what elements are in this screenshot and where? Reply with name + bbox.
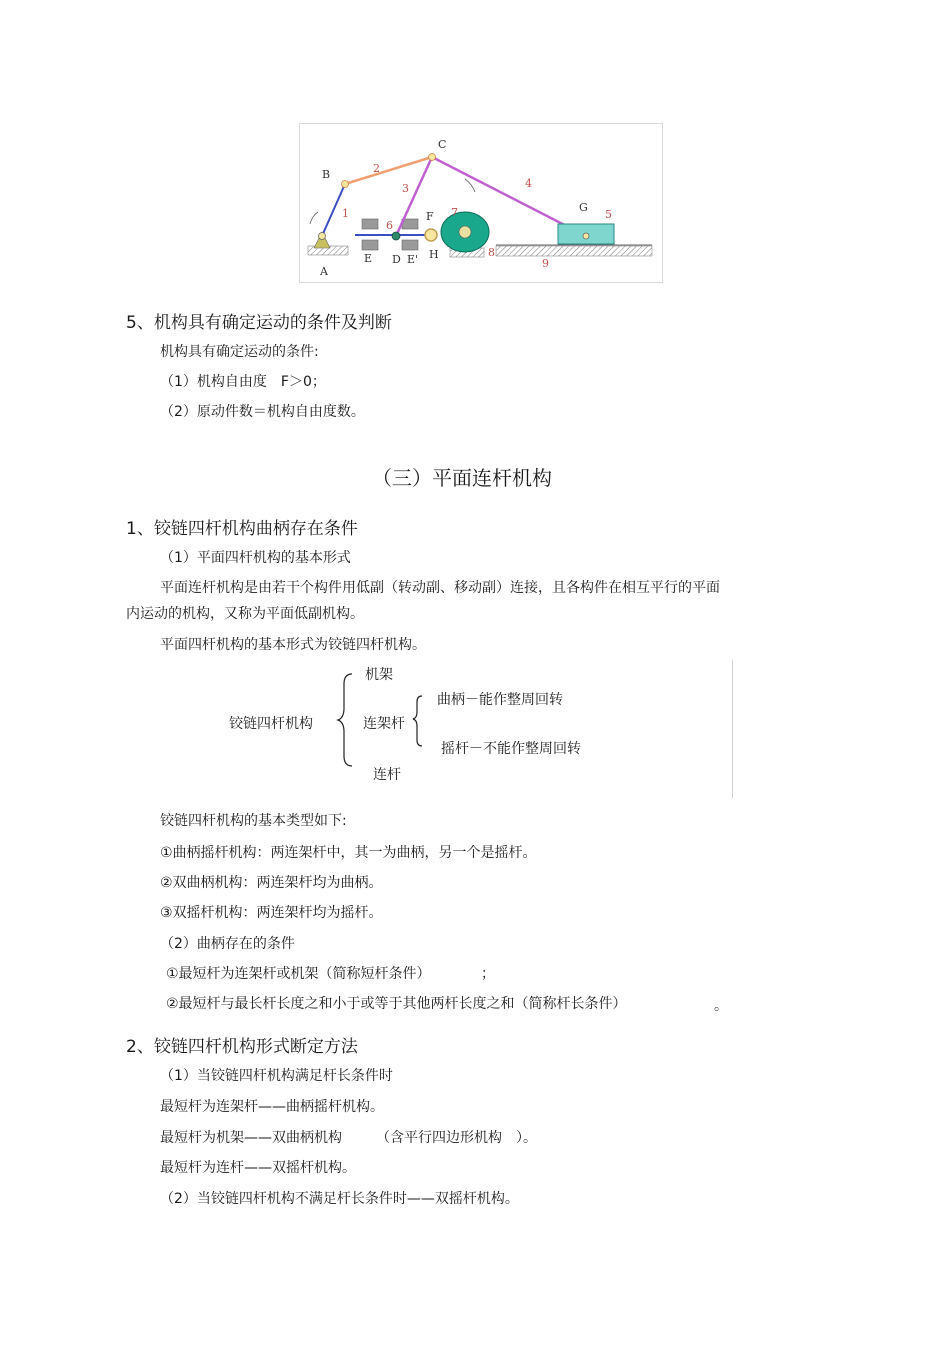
- label-6: 6: [386, 219, 393, 232]
- outer-brace: [338, 674, 352, 766]
- type-3: ③双摇杆机构：两连架杆均为摇杆。: [160, 905, 383, 921]
- label-4: 4: [525, 177, 532, 190]
- paragraph-1-line-2: 内运动的机构，又称为平面低副机构。: [126, 606, 364, 622]
- section-5-condition-1: （1）机构自由度 F＞0；: [160, 374, 326, 390]
- section-1-heading: 1、铰链四杆机构曲柄存在条件: [126, 519, 358, 539]
- rule-2: 最短杆为机架——双曲柄机构: [160, 1130, 342, 1146]
- section-1-sub-2: （2）曲柄存在的条件: [160, 936, 295, 952]
- label-a: A: [320, 265, 328, 278]
- crank-condition-2-end: 。: [714, 998, 728, 1014]
- section-2-sub-2: （2）当铰链四杆机构不满足杆长条件时——双摇杆机构。: [160, 1191, 519, 1207]
- rule-1: 最短杆为连架杆——曲柄摇杆机构。: [160, 1099, 384, 1115]
- label-7: 7: [451, 206, 458, 219]
- tree-root: 铰链四杆机构: [229, 716, 313, 732]
- label-5: 5: [605, 208, 612, 221]
- section-5-condition-2: （2）原动件数＝机构自由度数。: [160, 404, 365, 420]
- label-h: H: [429, 248, 439, 261]
- tree-side-link: 连架杆: [363, 716, 405, 732]
- tree-crank: 曲柄－能作整周回转: [437, 692, 563, 708]
- paragraph-1-line-1: 平面连杆机构是由若干个构件用低副（转动副、移动副）连接，且各构件在相互平行的平面: [160, 580, 720, 596]
- crank-condition-1: ①最短杆为连架杆或机架（简称短杆条件）: [166, 966, 431, 982]
- types-intro: 铰链四杆机构的基本类型如下:: [160, 813, 347, 829]
- crank-condition-1-end: ；: [481, 966, 495, 982]
- joint-b: [342, 181, 349, 188]
- mechanism-diagram: [299, 123, 663, 283]
- type-2: ②双曲柄机构：两连架杆均为曲柄。: [160, 875, 383, 891]
- section-1-sub-1: （1）平面四杆机构的基本形式: [160, 550, 351, 566]
- joint-g: [583, 233, 589, 239]
- label-e-prime: E': [407, 253, 419, 266]
- chapter-title: （三）平面连杆机构: [372, 466, 552, 490]
- label-8: 8: [488, 246, 495, 259]
- label-c: C: [438, 138, 447, 151]
- rule-2-note: （含平行四边形机构 ）。: [376, 1130, 537, 1146]
- joint-d: [392, 232, 400, 240]
- label-f: F: [426, 210, 434, 223]
- guide-e-bottom: [362, 240, 378, 250]
- linkage-drawing: [300, 124, 662, 282]
- tree-rocker: 摇杆－不能作整周回转: [441, 741, 581, 757]
- label-9: 9: [542, 257, 549, 270]
- tree-coupler: 连杆: [373, 767, 401, 783]
- rule-3: 最短杆为连杆——双摇杆机构。: [160, 1160, 356, 1176]
- guide-e2-bottom: [402, 240, 418, 250]
- label-b: B: [322, 168, 331, 181]
- label-d: D: [392, 253, 401, 266]
- section-2-heading: 2、铰链四杆机构形式断定方法: [126, 1037, 358, 1057]
- tree-frame: 机架: [365, 667, 393, 683]
- section-5-heading: 5、机构具有确定运动的条件及判断: [126, 313, 392, 333]
- label-1: 1: [342, 207, 349, 220]
- roller-f: [425, 229, 437, 241]
- link-2: [345, 157, 432, 184]
- inner-brace: [413, 696, 422, 746]
- section-2-sub-1: （1）当铰链四杆机构满足杆长条件时: [160, 1068, 393, 1084]
- type-1: ①曲柄摇杆机构：两连架杆中，其一为曲柄，另一个是摇杆。: [160, 845, 537, 861]
- label-2: 2: [373, 162, 380, 175]
- arc-3: [465, 179, 475, 192]
- label-e: E: [364, 252, 373, 265]
- guide-e-top: [362, 219, 378, 229]
- joint-c: [429, 154, 436, 161]
- arc-1: [310, 212, 318, 224]
- section-5-intro: 机构具有确定运动的条件:: [160, 344, 319, 360]
- ground-slide: [496, 246, 652, 256]
- tree-right-border: [732, 660, 733, 798]
- label-3: 3: [402, 182, 409, 195]
- label-g: G: [579, 201, 588, 214]
- paragraph-2: 平面四杆机构的基本形式为铰链四杆机构。: [160, 637, 426, 653]
- joint-a: [319, 233, 326, 240]
- crank-condition-2: ②最短杆与最长杆长度之和小于或等于其他两杆长度之和（简称杆长条件）: [166, 996, 627, 1012]
- cam-hub: [459, 226, 471, 238]
